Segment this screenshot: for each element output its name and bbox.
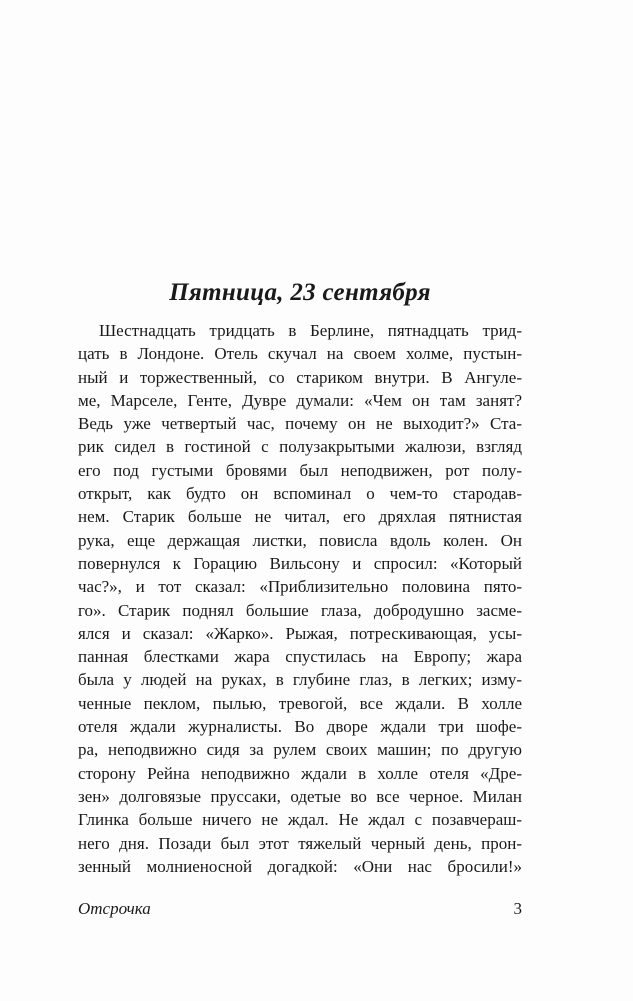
paragraph-block (78, 319, 522, 878)
text-line: Шестнадцать тридцать в Берлине, пятнадцать трид- (99, 321, 522, 340)
text-line: открыт, как будто он вспоминал о чем-то стародав- (78, 484, 522, 504)
text-line: ме, Марселе, Генте, Дувре думали: «Чем он там занят? (78, 390, 522, 410)
text-line: ра, неподвижно сидя за рулем своих машин; по другую (78, 740, 522, 760)
text-line: ялся и сказал: «Жарко». Рыжая, потрескивающая, усы- (78, 623, 522, 643)
page-footer (78, 898, 522, 920)
text-line: повернулся к Горацию Вильсону и спросил: «Который (78, 553, 522, 573)
text-line: его под густыми бровями был неподвижен, рот полу- (78, 460, 522, 480)
text-line: Ведь уже четвертый час, почему он не выходит?» Ста- (78, 414, 522, 434)
text-line: Глинка больше ничего не ждал. Не ждал с позавчераш- (78, 810, 522, 830)
text-line: рука, еще держащая листки, повисла вдоль колен. Он (78, 530, 522, 550)
text-line: него дня. Позади был этот тяжелый черный день, прон- (78, 833, 522, 853)
text-line: панная блестками жара спустилась на Европу; жара (78, 647, 522, 667)
text-line: го». Старик поднял большие глаза, добродушно засме- (78, 600, 522, 620)
text-line: час?», и тот сказал: «Приблизительно половина пято- (78, 577, 522, 597)
text-line: отеля ждали журналисты. Во дворе ждали три шофе- (78, 717, 522, 737)
text-line: была у людей на руках, в глубине глаз, в легких; изму- (78, 670, 522, 690)
text-line: ченные пеклом, пылью, тревогой, все ждали. В холле (78, 693, 522, 713)
running-title: Отсрочка (78, 899, 151, 918)
text-line: цать в Лондоне. Отель скучал на своем холме, пустын- (78, 344, 522, 364)
text-line: рик сидел в гостиной с полузакрытыми жалюзи, взгляд (78, 437, 522, 457)
text-line: зен» долговязые пруссаки, одетые во все черное. Милан (78, 786, 522, 806)
text-line: зенный молниеносной догадкой: «Они нас бросили!» (78, 856, 522, 876)
page-number: 3 (513, 899, 522, 918)
chapter-heading: Пятница, 23 сентября (169, 279, 431, 306)
text-line: ный и торжественный, со стариком внутри. В Ангуле- (78, 367, 522, 387)
text-line: нем. Старик больше не читал, его дряхлая пятнистая (78, 507, 522, 527)
text-line: сторону Рейна неподвижно ждали в холле отеля «Дре- (78, 763, 522, 783)
